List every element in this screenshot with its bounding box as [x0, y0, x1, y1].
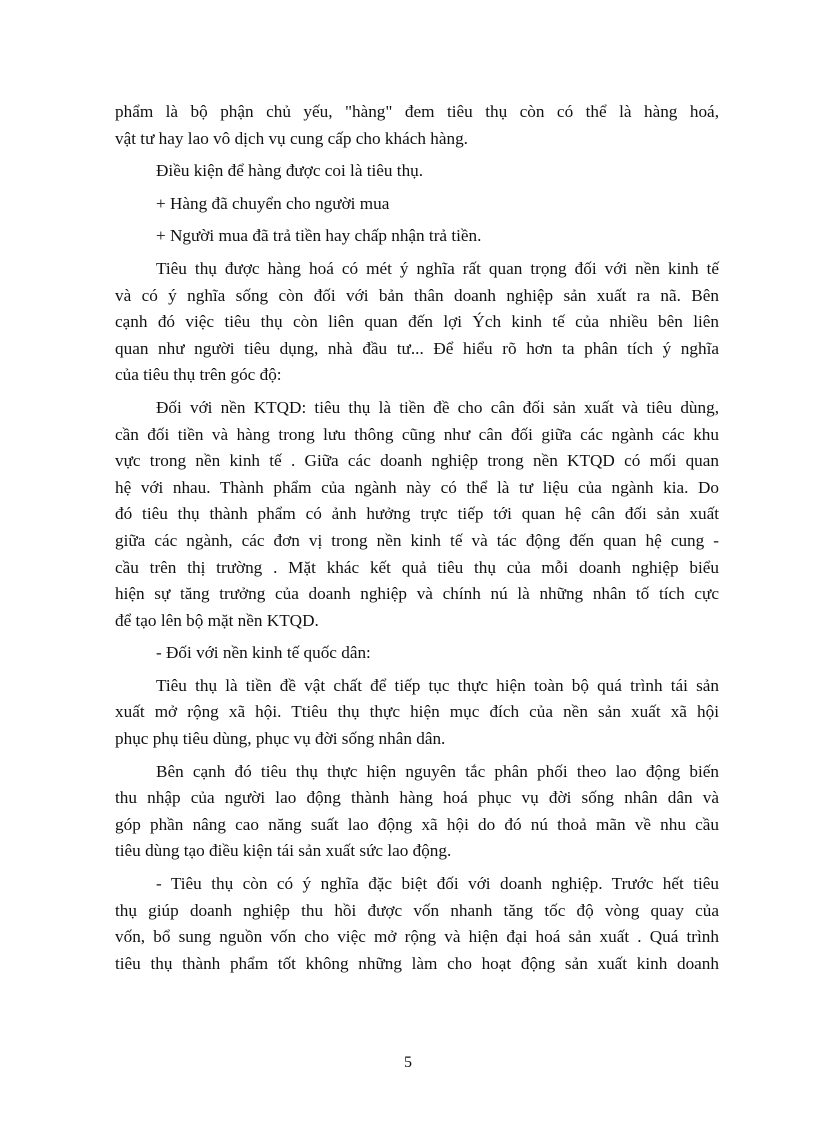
- text-line: và có ý nghĩa sống còn đối với bản thân doanh nghiệp sản xuất ra nã. Bên: [115, 285, 719, 305]
- text-line: cạnh đó việc tiêu thụ còn liên quan đến lợi Ých kinh tế của nhiều bên liên: [115, 312, 719, 332]
- text-line: Tiêu thụ được hàng hoá có mét ý nghĩa rất quan trọng đối với nền kinh tế: [156, 258, 719, 278]
- text-line: vật tư hay lao vô dịch vụ cung cấp cho khách hàng.: [115, 128, 468, 148]
- text-line: góp phần nâng cao năng suất lao động xã hội do đó nú thoả mãn về nhu cầu: [115, 814, 719, 834]
- document-page: [115, 99, 719, 977]
- text-line: phẩm là bộ phận chủ yếu, "hàng" đem tiêu thụ còn có thể là hàng hoá,: [115, 102, 719, 121]
- text-line: vực trong nền kinh tế . Giữa các doanh nghiệp trong nền KTQD có mối quan: [115, 451, 719, 471]
- text-line: + Hàng đã chuyển cho người mua: [156, 193, 390, 213]
- text-line: xuất mở rộng xã hội. Ttiêu thụ thực hiện mục đích của nền sản xuất xã hội: [115, 702, 719, 722]
- text-line: + Người mua đã trả tiền hay chấp nhận trả tiền.: [156, 226, 482, 246]
- text-line: cầu trên thị trường . Mặt khác kết quả tiêu thụ của mỗi doanh nghiệp biểu: [115, 557, 719, 577]
- text-line: hiện sự tăng trưởng của doanh nghiệp và chính nú là những nhân tố tích cực: [115, 584, 719, 604]
- text-line: quan như người tiêu dụng, nhà đầu tư... Để hiểu rõ hơn ta phân tích ý nghĩa: [115, 338, 719, 358]
- text-line: Tiêu thụ là tiền đề vật chất để tiếp tục thực hiện toàn bộ quá trình tái sản: [156, 675, 719, 695]
- text-line: để tạo lên bộ mặt nền KTQD.: [115, 610, 319, 630]
- text-line: vốn, bổ sung nguồn vốn cho việc mở rộng và hiện đại hoá sản xuất . Quá trình: [115, 927, 719, 947]
- page-number: 5: [404, 1054, 412, 1071]
- text-line: hệ với nhau. Thành phẩm của ngành này có thể là tư liệu của ngành kia. Do: [115, 477, 719, 497]
- text-line: đó tiêu thụ thành phẩm có ảnh hưởng trực tiếp tới quan hệ cân đối sản xuất: [115, 504, 719, 524]
- text-line: Điều kiện để hàng được coi là tiêu thụ.: [156, 161, 424, 181]
- text-line: Đối với nền KTQD: tiêu thụ là tiền đề cho cân đối sản xuất và tiêu dùng,: [156, 397, 719, 417]
- text-line: thu nhập của người lao động thành hàng hoá phục vụ đời sống nhân dân và: [115, 788, 719, 808]
- text-line: của tiêu thụ trên góc độ:: [115, 365, 282, 385]
- text-line: Bên cạnh đó tiêu thụ thực hiện nguyên tắc phân phối theo lao động biến: [156, 761, 719, 781]
- text-line: tiêu thụ thành phẩm tốt không những làm cho hoạt động sản xuất kinh doanh: [115, 953, 719, 973]
- text-line: - Tiêu thụ còn có ý nghĩa đặc biệt đối với doanh nghiệp. Trước hết tiêu: [156, 874, 719, 894]
- text-line: - Đối với nền kinh tế quốc dân:: [156, 643, 371, 663]
- text-line: cần đối tiền và hàng trong lưu thông cũng như cân đối giữa các ngành các khu: [115, 424, 719, 444]
- text-line: thụ giúp doanh nghiệp thu hồi được vốn nhanh tăng tốc độ vòng quay của: [115, 900, 719, 920]
- text-line: giữa các ngành, các đơn vị trong nền kinh tế và tác động đến quan hệ cung -: [115, 530, 719, 550]
- text-line: tiêu dùng tạo điều kiện tái sản xuất sức lao động.: [115, 841, 452, 861]
- text-line: phục phụ tiêu dùng, phục vụ đời sống nhân dân.: [115, 729, 446, 749]
